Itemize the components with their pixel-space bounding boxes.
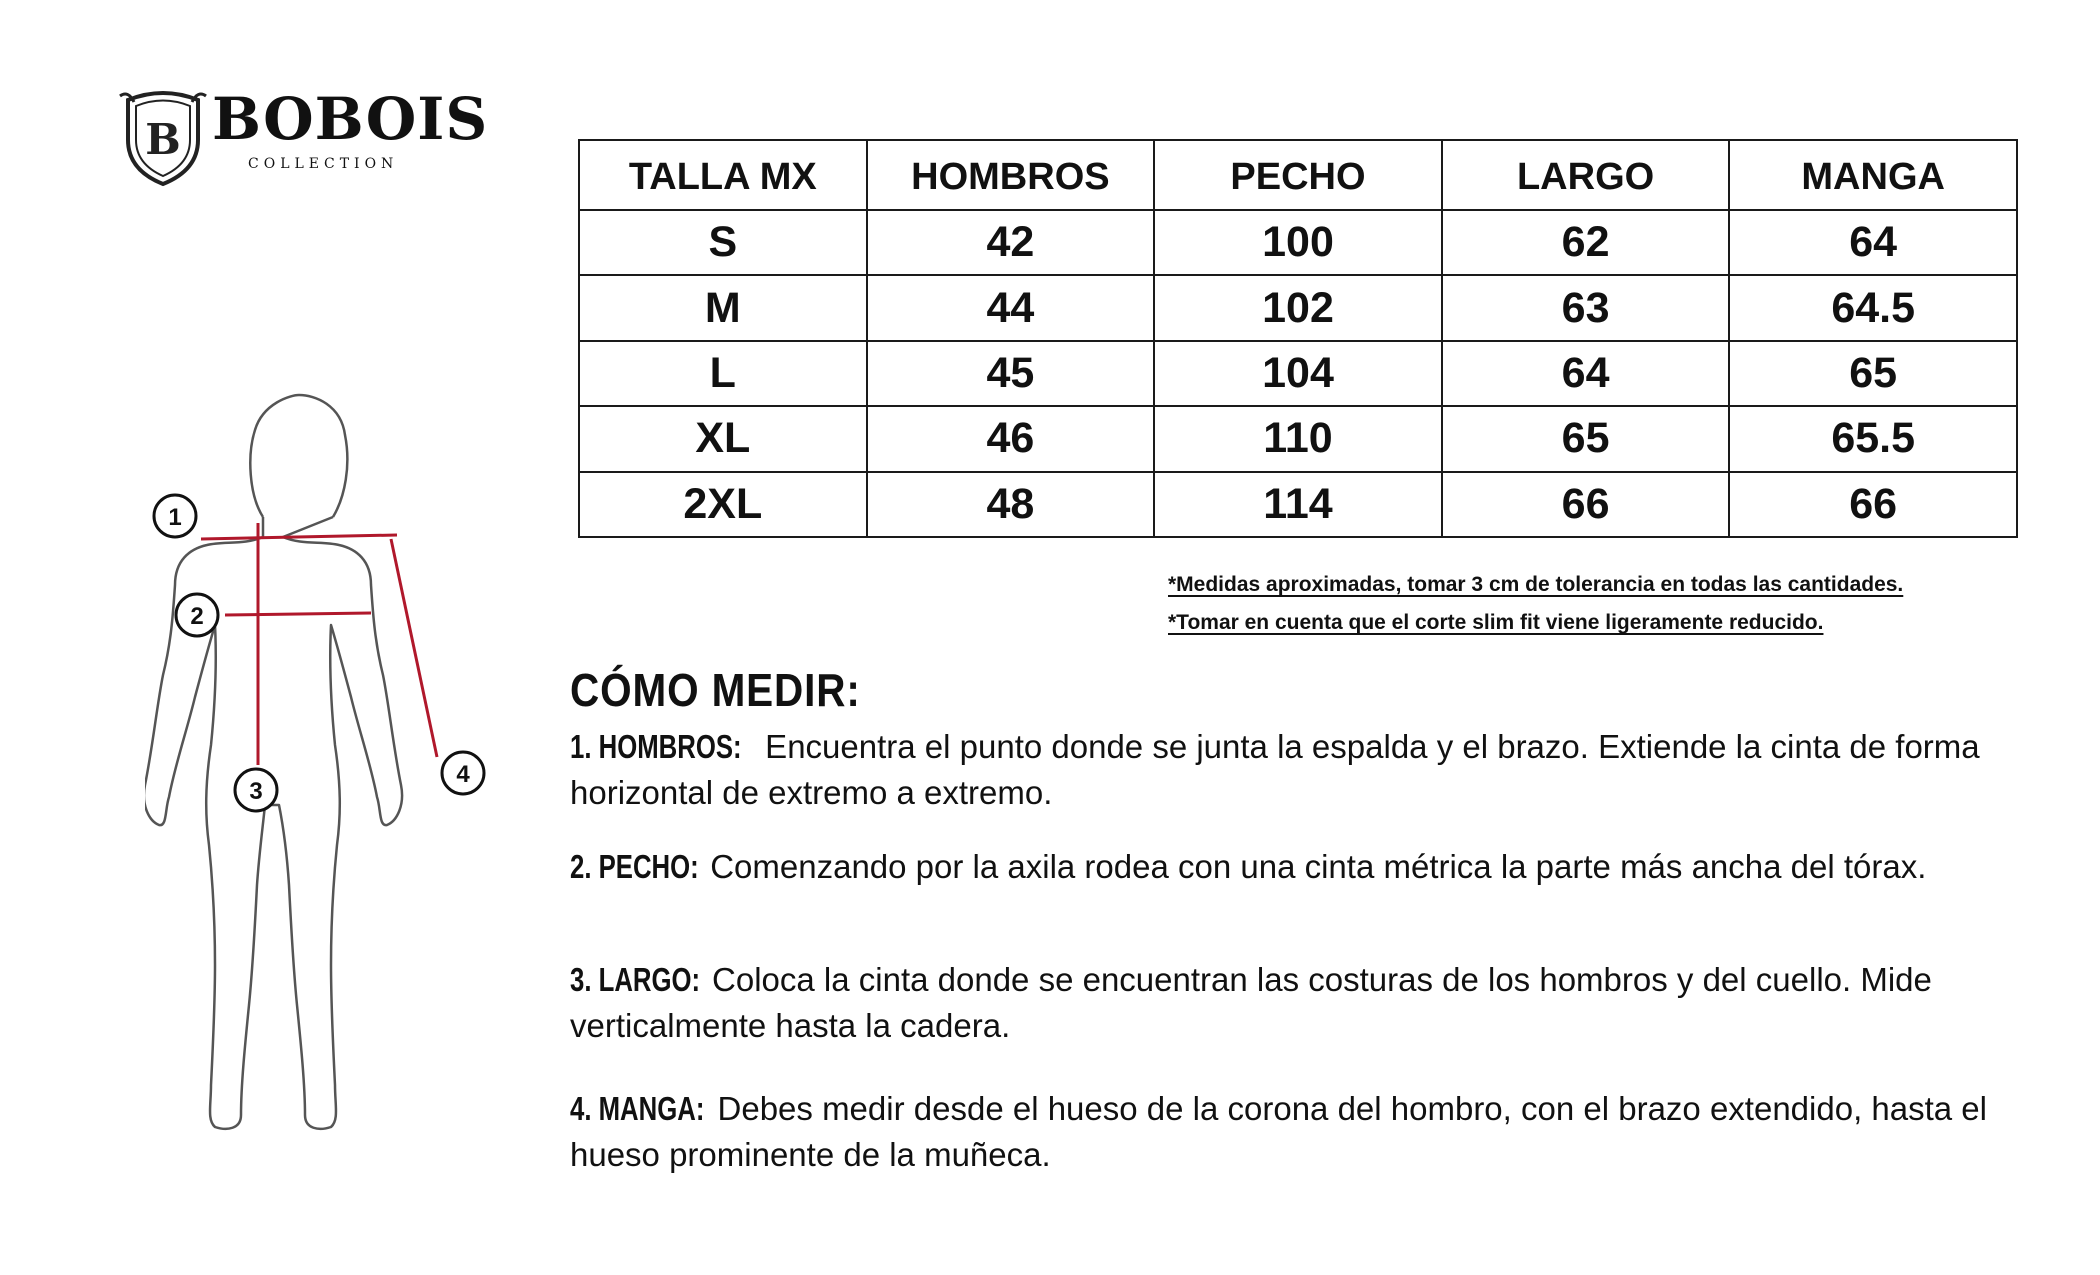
size-table [578,139,2018,538]
marker-2 [176,594,218,636]
brand-logo [118,85,489,188]
column-header-pecho: PECHO [1154,140,1442,210]
step-text: Coloca la cinta donde se encuentran las costuras de los hombros y del cuello. Mide verticalmente hasta la cadera. [570,961,1932,1044]
table-cell: 62 [1442,210,1730,275]
table-cell: 110 [1154,406,1442,471]
marker-4 [442,752,484,794]
crest-icon [118,88,208,188]
step-text: Debes medir desde el hueso de la corona del hombro, con el brazo extendido, hasta el hueso prominente de la muñeca. [570,1090,1987,1173]
brand-subtitle: COLLECTION [248,156,399,172]
marker-3 [235,769,277,811]
table-cell: 102 [1154,275,1442,340]
table-cell: 104 [1154,341,1442,406]
table-row [579,275,2017,340]
step-label: 3. LARGO: [570,961,701,998]
table-cell: XL [579,406,867,471]
table-cell: 64 [1442,341,1730,406]
table-cell: 2XL [579,472,867,537]
table-cell: 45 [867,341,1155,406]
marker-label: 4 [456,761,470,788]
table-cell: 64 [1729,210,2017,275]
table-cell: 66 [1442,472,1730,537]
marker-1 [154,495,196,537]
table-cell: 48 [867,472,1155,537]
how-to-measure [570,660,2030,1173]
marker-label: 3 [249,778,263,805]
table-cell: S [579,210,867,275]
measure-lines [201,523,437,765]
column-header-largo: LARGO [1442,140,1730,210]
tolerance-note: *Medidas aproximadas, tomar 3 cm de tolerancia en todas las cantidades. [1168,573,1904,596]
column-header-talla: TALLA MX [579,140,867,210]
brand-name: BOBOIS [212,85,489,153]
table-cell: 65.5 [1729,406,2017,471]
slim-fit-note: *Tomar en cuenta que el corte slim fit viene ligeramente reducido. [1168,611,1824,634]
table-cell: 100 [1154,210,1442,275]
marker-label: 2 [190,603,204,630]
table-row [579,406,2017,471]
column-header-hombros: HOMBROS [867,140,1155,210]
step-label: 1. HOMBROS: [570,728,742,765]
sleeve-line [391,539,437,757]
table-cell: 46 [867,406,1155,471]
table-cell: 66 [1729,472,2017,537]
table-cell: L [579,341,867,406]
column-header-manga: MANGA [1729,140,2017,210]
body-figure [145,385,505,1165]
table-cell: 64.5 [1729,275,2017,340]
step-label: 2. PECHO: [570,848,699,885]
step-hombros [570,724,2030,816]
table-row [579,341,2017,406]
table-row [579,210,2017,275]
step-text: Encuentra el punto donde se junta la espalda y el brazo. Extiende la cinta de forma horizontal de extremo a extremo. [570,728,1980,811]
table-cell: 42 [867,210,1155,275]
how-to-title: CÓMO MEDIR: [570,664,861,716]
step-label: 4. MANGA: [570,1090,705,1127]
table-cell: 114 [1154,472,1442,537]
table-cell: 65 [1442,406,1730,471]
size-notes [1168,568,1903,644]
table-row [579,472,2017,537]
shoulder-line [201,535,397,539]
marker-label: 1 [168,504,182,531]
table-cell: 65 [1729,341,2017,406]
table-header-row [579,140,2017,210]
step-manga [570,1086,2030,1178]
step-text: Comenzando por la axila rodea con una cinta métrica la parte más ancha del tórax. [701,848,1927,885]
table-cell: 44 [867,275,1155,340]
step-pecho [570,844,2030,890]
chest-line [225,613,371,615]
table-cell: M [579,275,867,340]
step-largo [570,957,2030,1049]
crest-monogram: B [145,115,181,164]
table-cell: 63 [1442,275,1730,340]
